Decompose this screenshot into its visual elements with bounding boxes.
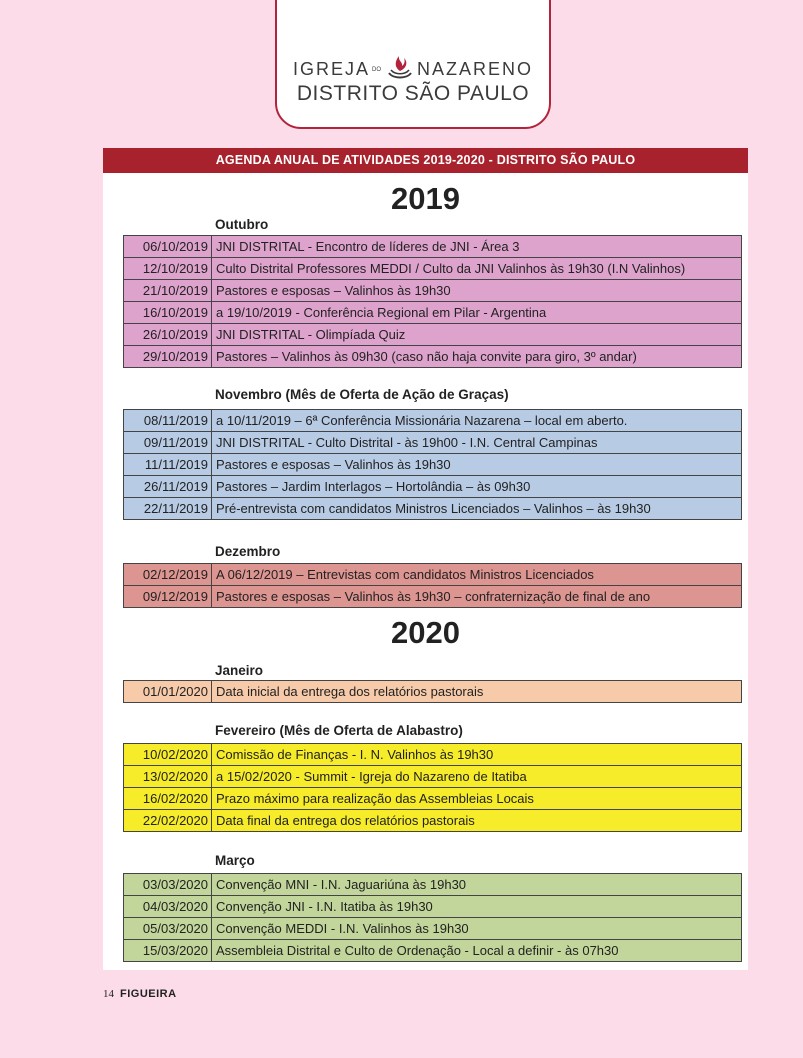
table-fevereiro [123, 743, 742, 832]
table-row [123, 454, 742, 476]
event-description: JNI DISTRITAL - Encontro de líderes de JNI - Área 3 [216, 239, 520, 254]
table-row [123, 410, 742, 432]
event-description: Data final da entrega dos relatórios pastorais [216, 813, 475, 828]
event-description: Pastores e esposas – Valinhos às 19h30 [216, 283, 451, 298]
event-date: 22/11/2019 [124, 498, 212, 519]
logo-word-do: DO [372, 67, 381, 74]
event-date: 29/10/2019 [124, 346, 212, 367]
event-date: 03/03/2020 [124, 874, 212, 895]
month-title-marco: Março [215, 853, 255, 868]
table-row [123, 586, 742, 608]
table-row [123, 498, 742, 520]
event-description: Convenção MEDDI - I.N. Valinhos às 19h30 [216, 921, 469, 936]
table-janeiro [123, 680, 742, 703]
table-row [123, 280, 742, 302]
page-footer [103, 988, 177, 1000]
logo-line1 [277, 53, 549, 81]
table-row [123, 302, 742, 324]
event-description: Data inicial da entrega dos relatórios pastorais [216, 684, 484, 699]
page-number: 14 [103, 988, 114, 1000]
event-date: 09/12/2019 [124, 586, 212, 607]
table-row [123, 258, 742, 280]
event-date: 05/03/2020 [124, 918, 212, 939]
logo-box [275, 0, 551, 129]
table-row [123, 744, 742, 766]
event-description: Convenção JNI - I.N. Itatiba às 19h30 [216, 899, 433, 914]
table-row [123, 940, 742, 962]
table-row [123, 564, 742, 586]
event-date: 22/02/2020 [124, 810, 212, 831]
magazine-brand: FIGUEIRA [120, 988, 177, 1000]
event-description: a 15/02/2020 - Summit - Igreja do Nazareno de Itatiba [216, 769, 527, 784]
month-title-outubro: Outubro [215, 217, 269, 232]
event-date: 26/11/2019 [124, 476, 212, 497]
table-row [123, 874, 742, 896]
event-date: 15/03/2020 [124, 940, 212, 961]
logo-word-igreja: IGREJA [292, 59, 370, 79]
event-date: 16/10/2019 [124, 302, 212, 323]
year-2019-heading: 2019 [391, 181, 460, 216]
event-description: a 10/11/2019 – 6ª Conferência Missionária Nazarena – local em aberto. [216, 413, 628, 428]
event-date: 10/02/2020 [124, 744, 212, 765]
table-novembro [123, 409, 742, 520]
event-description: Pastores e esposas – Valinhos às 19h30 [216, 457, 451, 472]
flame-dove-icon [385, 53, 415, 81]
event-date: 21/10/2019 [124, 280, 212, 301]
table-row [123, 896, 742, 918]
table-dezembro [123, 563, 742, 608]
table-row [123, 788, 742, 810]
event-description: a 19/10/2019 - Conferência Regional em Pilar - Argentina [216, 305, 547, 320]
month-title-fevereiro: Fevereiro (Mês de Oferta de Alabastro) [215, 723, 463, 738]
agenda-panel [103, 173, 748, 970]
event-description: Assembleia Distrital e Culto de Ordenação - Local a definir - às 07h30 [216, 943, 619, 958]
month-title-janeiro: Janeiro [215, 663, 264, 678]
event-date: 11/11/2019 [124, 454, 212, 475]
event-date: 12/10/2019 [124, 258, 212, 279]
month-title-dezembro: Dezembro [215, 544, 281, 559]
event-description: A 06/12/2019 – Entrevistas com candidatos Ministros Licenciados [216, 567, 594, 582]
table-outubro [123, 235, 742, 368]
event-date: 26/10/2019 [124, 324, 212, 345]
table-row [123, 346, 742, 368]
event-date: 04/03/2020 [124, 896, 212, 917]
event-date: 01/01/2020 [124, 681, 212, 702]
event-description: Prazo máximo para realização das Assembleias Locais [216, 791, 534, 806]
event-description: Convenção MNI - I.N. Jaguariúna às 19h30 [216, 877, 467, 892]
table-row [123, 476, 742, 498]
logo-district: DISTRITO SÃO PAULO [296, 82, 530, 105]
event-description: Pastores – Jardim Interlagos – Hortolândia – às 09h30 [216, 479, 531, 494]
month-title-novembro: Novembro (Mês de Oferta de Ação de Graças) [215, 387, 509, 402]
table-row [123, 810, 742, 832]
table-row [123, 766, 742, 788]
logo-word-nazareno: NAZARENO [417, 59, 534, 79]
event-description: Pastores e esposas – Valinhos às 19h30 – confraternização de final de ano [216, 589, 651, 604]
event-date: 06/10/2019 [124, 236, 212, 257]
event-description: JNI DISTRITAL - Culto Distrital - às 19h00 - I.N. Central Campinas [216, 435, 598, 450]
event-date: 02/12/2019 [124, 564, 212, 585]
table-marco [123, 873, 742, 962]
event-date: 16/02/2020 [124, 788, 212, 809]
table-row [123, 918, 742, 940]
table-row [123, 324, 742, 346]
event-date: 09/11/2019 [124, 432, 212, 453]
event-date: 08/11/2019 [124, 410, 212, 431]
event-description: Pré-entrevista com candidatos Ministros Licenciados – Valinhos – às 19h30 [216, 501, 651, 516]
agenda-title-bar: AGENDA ANUAL DE ATIVIDADES 2019-2020 - DISTRITO SÃO PAULO [103, 148, 748, 173]
event-description: Culto Distrital Professores MEDDI / Culto da JNI Valinhos às 19h30 (I.N Valinhos) [216, 261, 686, 276]
event-description: Comissão de Finanças - I. N. Valinhos às 19h30 [216, 747, 494, 762]
event-description: JNI DISTRITAL - Olimpíada Quiz [216, 327, 406, 342]
table-row [123, 236, 742, 258]
event-description: Pastores – Valinhos às 09h30 (caso não haja convite para giro, 3º andar) [216, 349, 637, 364]
year-2020-heading: 2020 [391, 615, 460, 650]
table-row [123, 681, 742, 703]
table-row [123, 432, 742, 454]
event-date: 13/02/2020 [124, 766, 212, 787]
